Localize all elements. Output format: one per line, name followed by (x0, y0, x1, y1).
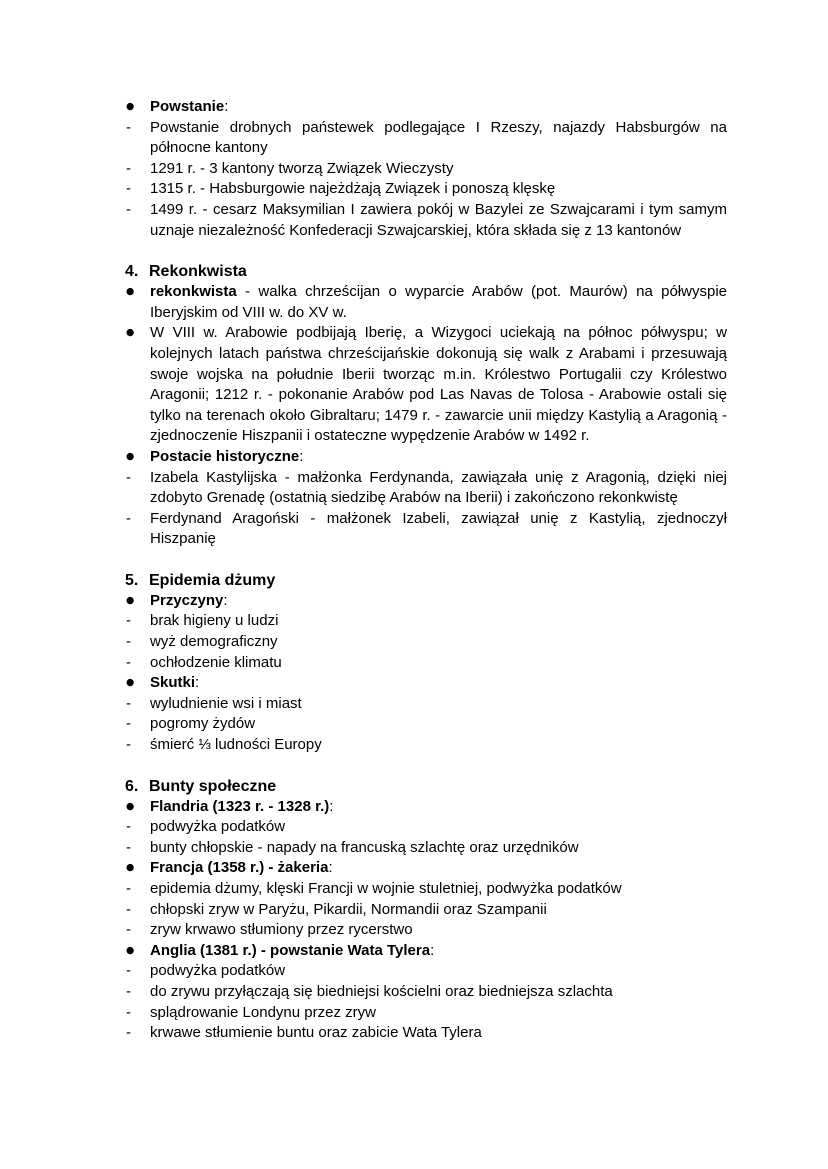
dash-marker: - (126, 715, 131, 733)
list-item-text (150, 941, 727, 962)
list-item-text (150, 817, 727, 838)
section-heading (125, 261, 727, 282)
list-item-regular-text: śmierć ⅓ ludności Europy (150, 736, 322, 754)
list-item-regular-text: podwyżka podatków (150, 962, 286, 980)
dash-marker: - (126, 200, 131, 218)
bullet-icon: ● (126, 862, 135, 874)
bullet-icon: ● (126, 101, 135, 112)
list-item-bold-text: Flandria (1323 r. - 1328 r.) (150, 797, 330, 815)
list-item-regular-text: pogromy żydów (150, 715, 256, 733)
list-item-bold-text: Anglia (1381 r.) - powstanie Wata Tylera (150, 941, 431, 959)
section-title: Rekonkwista (149, 263, 247, 281)
list-item-regular-text: : (328, 859, 333, 877)
list-item-regular-text: bunty chłopskie - napady na francuską szlachtę oraz urzędników (150, 838, 579, 856)
dash-marker: - (126, 1024, 131, 1042)
list-item-text (150, 282, 727, 323)
list-item-regular-text: Powstanie drobnych państewek podlegające I Rzeszy, najazdy Habsburgów na północne kantony (150, 118, 727, 157)
list-item-text (150, 1003, 727, 1024)
section-number: 4. (125, 263, 139, 281)
list-item (126, 653, 727, 674)
list-item (126, 838, 727, 859)
list-item-regular-text: podwyżka podatków (150, 818, 286, 836)
list-item-text (150, 159, 727, 180)
bullet-icon: ● (126, 677, 135, 689)
bullet-icon: ● (126, 800, 135, 812)
document-content (0, 97, 828, 1044)
list-item-text (150, 97, 727, 118)
dash-marker: - (126, 694, 131, 712)
list-item-regular-text: W VIII w. Arabowie podbijają Iberię, a Wizygoci uciekają na północ półwyspu; w kolejnych latach państwa chrześcijańskie dokonują się walk z Arabami i przesuwają swoje wojska na południe Iberii tworząc m.in. Królestwo Portugalii czy Królestwo Aragonii; 1212 r. - pokonanie Arabów pod Las Navas de Tolosa - Arabowie ostali się tylko na terenach około Gibraltaru; 1479 r. - zawarcie unii między Kastylią a Aragonią - zjednoczenie Hiszpanii i ostateczne wypędzenie Arabów w 1492 r. (150, 324, 727, 445)
dash-marker: - (126, 736, 131, 754)
list-item (126, 920, 727, 941)
list-item-regular-text: - walka chrześcijan o wyparcie Arabów (pot. Maurów) na półwyspie Iberyjskim od VIII w. do XV w. (150, 283, 727, 321)
list-item (126, 509, 727, 550)
section-title: Epidemia dżumy (149, 571, 276, 589)
list-item-text (150, 735, 727, 756)
list-item (126, 447, 727, 468)
list-item-text (150, 920, 727, 941)
dash-marker: - (126, 982, 131, 1000)
list-item-regular-text: splądrowanie Londynu przez zryw (150, 1003, 376, 1021)
list-item (126, 591, 727, 612)
dash-marker: - (126, 880, 131, 897)
list-item-regular-text: Ferdynand Aragoński - małżonek Izabeli, zawiązał unię z Kastylią, zjednoczył Hiszpanię (150, 509, 727, 548)
section-number: 6. (125, 777, 139, 795)
list-item (126, 858, 727, 879)
list-item (126, 118, 727, 159)
list-item-regular-text: : (329, 797, 334, 815)
list-item-text (150, 323, 727, 447)
list-item-text (150, 858, 727, 879)
list-item (126, 941, 727, 962)
bullet-icon: ● (126, 594, 135, 606)
list-item-text (150, 838, 727, 859)
section-heading (125, 570, 727, 591)
list-item-text (150, 591, 727, 612)
list-item-bold-text: rekonkwista (150, 283, 237, 301)
list-item-regular-text: : (299, 447, 304, 465)
list-item (126, 714, 727, 735)
list-item-bold-text: Przyczyny (150, 591, 224, 609)
list-item-regular-text: 1291 r. - 3 kantony tworzą Związek Wieczysty (150, 159, 454, 177)
list-item-bold-text: Skutki (150, 674, 196, 692)
dash-marker: - (126, 653, 131, 671)
list-item-regular-text: Izabela Kastylijska - małżonka Ferdynanda, zawiązała unię z Aragonią, dzięki niej zdobyto Grenadę (ostatnią siedzibę Arabów na Iberii) i zakończono rekonkwistę (150, 468, 727, 507)
list-item (126, 323, 727, 447)
section-heading (125, 776, 727, 797)
list-item (126, 159, 727, 180)
dash-marker: - (126, 468, 131, 486)
list-item-regular-text: wyż demograficzny (150, 633, 278, 651)
list-item-regular-text: : (224, 98, 229, 115)
list-item-bold-text: Powstanie (150, 98, 225, 115)
dash-marker: - (126, 159, 131, 177)
list-item-regular-text: krwawe stłumienie buntu oraz zabicie Wata Tylera (150, 1024, 482, 1042)
list-item-text (150, 447, 727, 468)
list-item (126, 179, 727, 200)
dash-marker: - (126, 612, 131, 630)
list-item-text (150, 632, 727, 653)
list-item (126, 611, 727, 632)
list-item-text (150, 200, 727, 241)
section-number: 5. (125, 571, 139, 589)
list-item-regular-text: epidemia dżumy, klęski Francji w wojnie stuletniej, podwyżka podatków (150, 880, 622, 897)
list-item (126, 97, 727, 118)
list-item-regular-text: zryw krwawo stłumiony przez rycerstwo (150, 921, 413, 939)
list-item-text (150, 900, 727, 921)
list-item (126, 961, 727, 982)
list-item-text (150, 509, 727, 550)
list-item (126, 879, 727, 900)
dash-marker: - (126, 633, 131, 651)
list-item (126, 282, 727, 323)
list-item (126, 817, 727, 838)
list-item-text (150, 961, 727, 982)
list-item-regular-text: 1315 r. - Habsburgowie najeżdżają Związek i ponoszą klęskę (150, 180, 556, 198)
list-item-regular-text: 1499 r. - cesarz Maksymilian I zawiera pokój w Bazylei ze Szwajcarami i tym samym uznaje niezależność Konfederacji Szwajcarskiej, która składa się z 13 kantonów (150, 200, 727, 239)
list-item-text (150, 694, 727, 715)
list-item-text (150, 1023, 727, 1044)
list-item-regular-text: chłopski zryw w Paryżu, Pikardii, Normandii oraz Szampanii (150, 900, 547, 918)
list-item-text (150, 653, 727, 674)
dash-marker: - (126, 900, 131, 918)
list-item (126, 632, 727, 653)
list-item-regular-text: : (223, 591, 228, 609)
list-item-text (150, 118, 727, 159)
bullet-icon: ● (126, 450, 135, 462)
dash-marker: - (126, 1003, 131, 1021)
bullet-icon: ● (126, 944, 135, 956)
list-item (126, 797, 727, 818)
list-item (126, 1003, 727, 1024)
list-item-regular-text: wyludnienie wsi i miast (150, 694, 302, 712)
list-item-text (150, 673, 727, 694)
list-item (126, 200, 727, 241)
list-item-bold-text: Postacie historyczne (150, 447, 300, 465)
dash-marker: - (126, 818, 131, 836)
list-item-text (150, 611, 727, 632)
dash-marker: - (126, 838, 131, 856)
list-item (126, 900, 727, 921)
list-item-regular-text: ochłodzenie klimatu (150, 653, 282, 671)
list-item-text (150, 982, 727, 1003)
dash-marker: - (126, 962, 131, 980)
list-item-text (150, 879, 727, 900)
list-item (126, 735, 727, 756)
list-item-regular-text: brak higieny u ludzi (150, 612, 279, 630)
list-item-regular-text: : (430, 941, 435, 959)
list-item-text (150, 468, 727, 509)
dash-marker: - (126, 180, 131, 198)
list-item-bold-text: Francja (1358 r.) - żakeria (150, 859, 329, 877)
list-item (126, 673, 727, 694)
dash-marker: - (126, 118, 131, 136)
bullet-icon: ● (126, 286, 135, 298)
dash-marker: - (126, 509, 131, 527)
section-title: Bunty społeczne (149, 777, 277, 795)
dash-marker: - (126, 921, 131, 939)
list-item-text (150, 179, 727, 200)
bullet-icon: ● (126, 327, 135, 339)
list-item-regular-text: do zrywu przyłączają się biedniejsi kościelni oraz biedniejsza szlachta (150, 982, 613, 1000)
list-item-text (150, 714, 727, 735)
list-item-text (150, 797, 727, 818)
list-item (126, 468, 727, 509)
list-item (126, 1023, 727, 1044)
list-item-regular-text: : (195, 674, 200, 692)
list-item (126, 694, 727, 715)
list-item (126, 982, 727, 1003)
